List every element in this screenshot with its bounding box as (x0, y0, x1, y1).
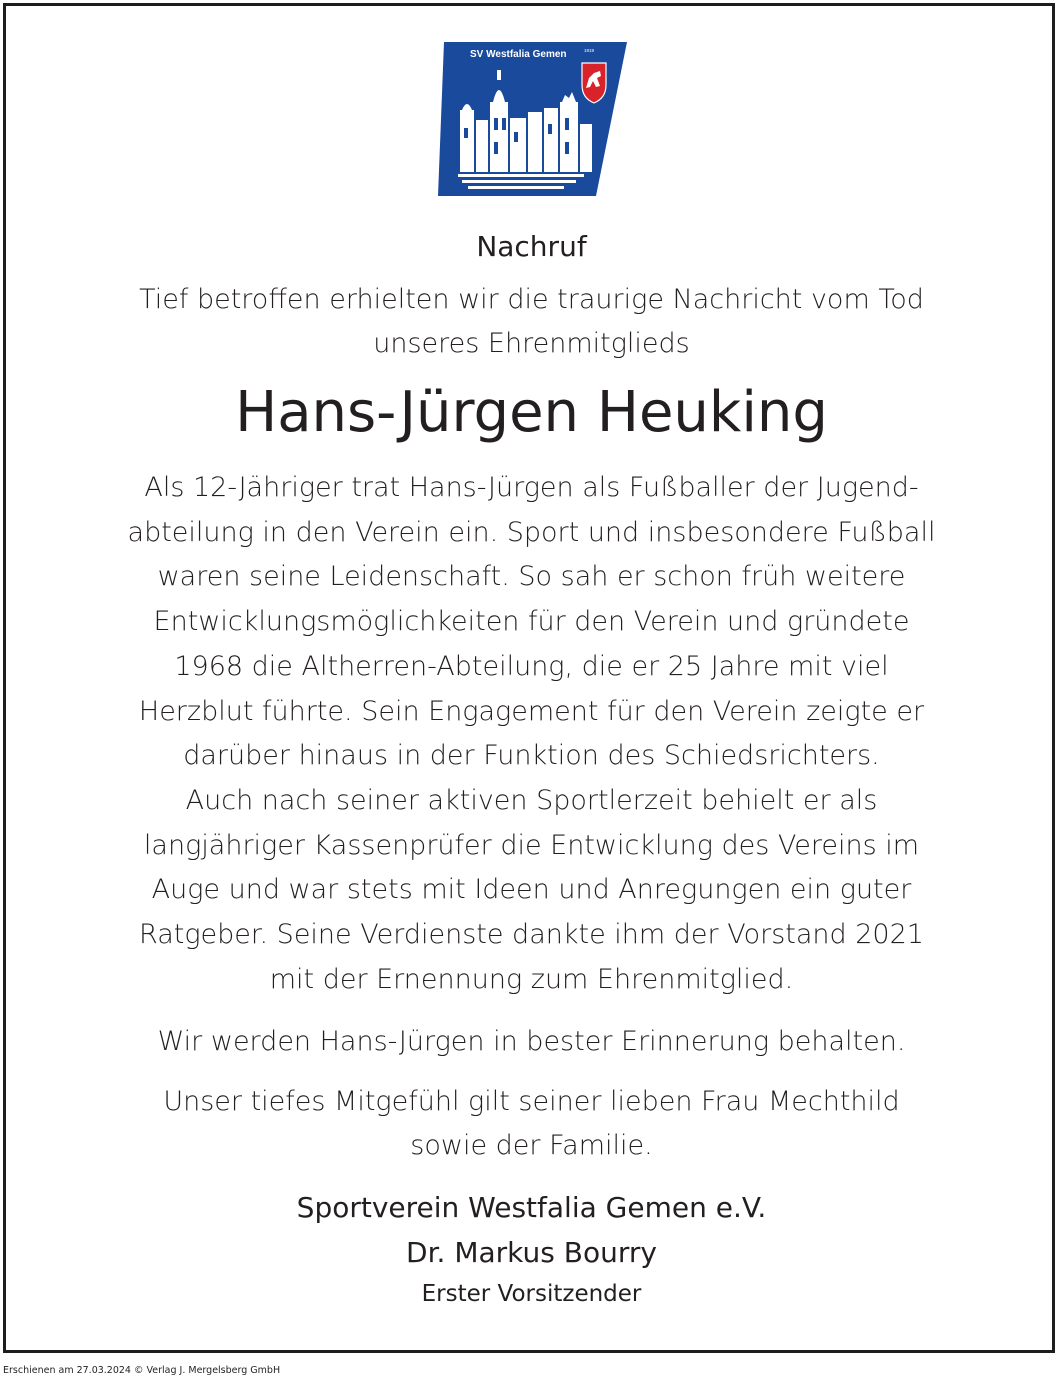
organization-name: Sportverein Westfalia Gemen e.V. (296, 1191, 767, 1224)
body-line: 1968 die Altherren-Abteilung, die er 25 Jahre mit viel (174, 650, 889, 682)
body-line: langjähriger Kassenprüfer die Entwicklung des Vereins im (143, 829, 920, 861)
body-line: abteilung in den Verein ein. Sport und insbesondere Fußball (127, 516, 936, 548)
publication-footer: Erschienen am 27.03.2024 © Verlag J. Mergelsberg GmbH (3, 1365, 281, 1376)
condolence-line: Unser tiefes Mitgefühl gilt seiner lieben Frau Mechthild (163, 1086, 900, 1117)
body-line: Auge und war stets mit Ideen und Anregungen ein guter (151, 874, 912, 906)
body-line: Ratgeber. Seine Verdienste dankte ihm der Vorstand 2021 (139, 919, 924, 951)
body-line: darüber hinaus in der Funktion des Schiedsrichters. (183, 740, 880, 772)
condolence-line: sowie der Familie. (410, 1130, 653, 1161)
intro-line: unseres Ehrenmitglieds (373, 328, 690, 359)
signatory-name: Dr. Markus Bourry (406, 1236, 657, 1269)
club-logo (438, 40, 627, 196)
svg-text:SV Westfalia Gemen: SV Westfalia Gemen (470, 49, 567, 60)
intro-text (0, 278, 1063, 366)
deceased-name: Hans-Jürgen Heuking (235, 380, 828, 445)
signatory-role: Erster Vorsitzender (421, 1281, 642, 1307)
condolence-paragraph (0, 1080, 1063, 1168)
body-line: Entwicklungsmöglichkeiten für den Verein und gründete (153, 606, 910, 638)
body-line: Herzblut führte. Sein Engagement für den Verein zeigte er (138, 695, 925, 727)
heading-nachruf: Nachruf (476, 230, 587, 263)
memory-paragraph: Wir werden Hans-Jürgen in bester Erinnerung behalten. (157, 1026, 906, 1057)
body-line: mit der Ernennung zum Ehrenmitglied. (269, 963, 794, 995)
svg-text:1919: 1919 (584, 48, 595, 53)
body-line: Als 12-Jähriger trat Hans-Jürgen als Fußballer der Jugend- (144, 472, 919, 503)
intro-line: Tief betroffen erhielten wir die traurige Nachricht vom Tod (139, 284, 924, 315)
body-line: waren seine Leidenschaft. So sah er schon früh weitere (157, 561, 906, 593)
body-line: Auch nach seiner aktiven Sportlerzeit behielt er als (185, 784, 878, 816)
body-text (0, 466, 1063, 1002)
